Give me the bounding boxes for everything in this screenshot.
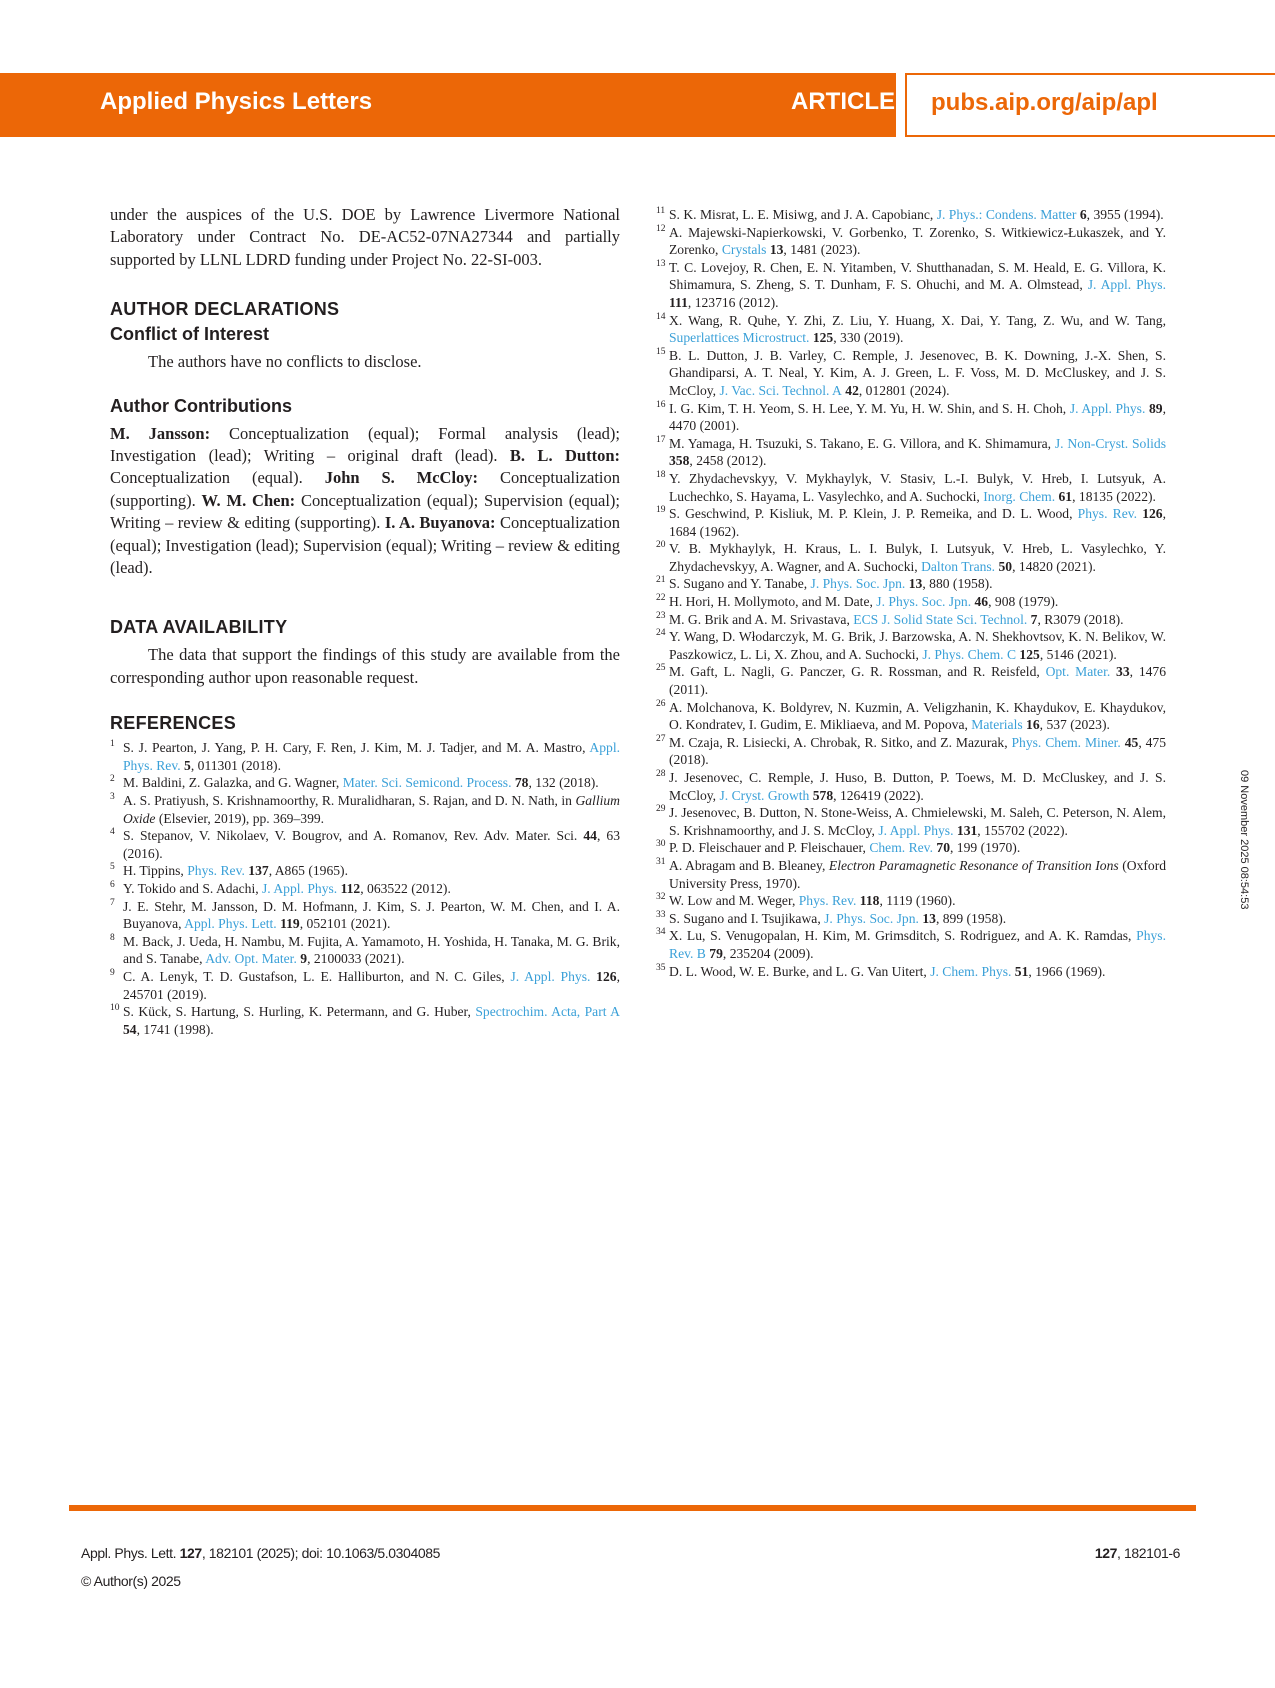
reference-text: X. Lu, S. Venugopalan, H. Kim, M. Grimsditch, S. Rodriguez, and A. K. Ramdas, [669, 928, 1137, 944]
reference-item: $^{21}$ S. Sugano and Y. Tanabe, J. Phys. Soc. Jpn. 13, 880 (1958). [656, 575, 993, 592]
reference-item: $^{28}$ J. Jesenovec, C. Remple, J. Huso, B. Dutton, P. Toews, M. D. McCluskey, and J. S. McCloy, J. Cryst. Growth 578, 126419 (2022). [656, 769, 1166, 803]
journal-link[interactable]: J. Vac. Sci. Technol. A [719, 382, 842, 398]
reference-text: W. Low and M. Weger, [669, 893, 799, 909]
journal-link[interactable]: Adv. Opt. Mater. [205, 951, 297, 967]
volume-number: 5 [180, 757, 191, 773]
volume-number: 578 [809, 787, 834, 803]
left-column [110, 204, 620, 1038]
reference-text: , 123716 (2012). [687, 294, 779, 310]
journal-link[interactable]: J. Phys.: Condens. Matter [936, 207, 1077, 222]
journal-link[interactable]: Phys. Rev. [798, 893, 857, 909]
reference-item: $^{11}$ S. K. Misrat, L. E. Misiwg, and J. A. Capobianc, J. Phys.: Condens. Matter 6, 3955 (1994). [656, 206, 1164, 222]
reference-text: , 5146 (2021). [1039, 646, 1117, 662]
volume-number: 7 [1027, 611, 1038, 627]
data-availability-heading: DATA AVAILABILITY [110, 617, 288, 638]
reference-item: $^{27}$ M. Czaja, R. Lisiecki, A. Chrobak, R. Sitko, and Z. Mazurak, Phys. Chem. Miner. 45, 475 (2018). [656, 733, 1166, 768]
volume-number: 126 [590, 969, 617, 984]
reference-text: S. Sugano and Y. Tanabe, [669, 576, 811, 592]
journal-link[interactable]: J. Non-Cryst. Solids [1054, 435, 1166, 451]
reference-text: D. L. Wood, W. E. Burke, and L. G. Van Uitert, [669, 963, 931, 979]
journal-url-link[interactable]: pubs.aip.org/aip/apl [931, 89, 1158, 116]
volume-number: 45 [1120, 734, 1139, 750]
reference-item: $^{22}$ H. Hori, H. Mollymoto, and M. Date, J. Phys. Soc. Jpn. 46, 908 (1979). [656, 593, 1059, 610]
journal-link[interactable]: J. Appl. Phys. [1069, 400, 1146, 416]
volume-number: 13 [905, 576, 923, 592]
reference-item: $^7$ J. E. Stehr, M. Jansson, D. M. Hofmann, J. Kim, S. J. Pearton, W. M. Chen, and I. A. Buyanova, Appl. Phys. Lett. 119, 052101 (2021). [110, 897, 620, 932]
reference-text: M. Czaja, R. Lisiecki, A. Chrobak, R. Sitko, and Z. Mazurak, [669, 734, 1012, 750]
volume-number: 137 [244, 863, 269, 879]
journal-link[interactable]: J. Cryst. Growth [719, 787, 810, 803]
reference-text: M. Yamaga, H. Tsuzuki, S. Takano, E. G. Villora, and K. Shimamura, [669, 435, 1055, 451]
contributor-name: B. L. Dutton: [509, 446, 620, 466]
reference-item: $^{29}$ J. Jesenovec, B. Dutton, N. Stone-Weiss, A. Chmielewski, M. Saleh, C. Peterson, N. Alem, S. Krishnamoorthy, and J. S. McCloy, J. Appl. Phys. 131, 155702 (2022). [656, 804, 1166, 838]
reference-text: , 1966 (1969). [1028, 963, 1106, 979]
reference-item: $^3$ A. S. Pratiyush, S. Krishnamoorthy, R. Muralidharan, S. Rajan, and D. N. Nath, in Gallium Oxide (Elsevier, 2019), pp. 369–399. [110, 792, 620, 826]
reference-text: B. L. Dutton, J. B. Varley, C. Remple, J. Jesenovec, B. K. Downing, J.-X. Shen, S. Ghandiparsi, A. T. Neal, Y. Kim, A. J. Green, L. F. Voss, M. D. McCluskey, and J. S. McCloy, [669, 347, 1166, 398]
journal-link[interactable]: Phys. Chem. Miner. [1011, 734, 1121, 750]
journal-link[interactable]: Dalton Trans. [921, 558, 996, 574]
journal-link[interactable]: ECS J. Solid State Sci. Technol. [853, 611, 1028, 627]
reference-item: $^{25}$ M. Gaft, L. Nagli, G. Panczer, G. R. Rossman, and R. Reisfeld, Opt. Mater. 33, 1476 (2011). [656, 663, 1167, 698]
reference-text: , 880 (1958). [922, 576, 993, 592]
conflict-of-interest-heading: Conflict of Interest [110, 324, 270, 345]
reference-text: , 899 (1958). [935, 910, 1007, 926]
contributor-name: W. M. Chen: [201, 490, 296, 510]
reference-text: , 235204 (2009). [722, 945, 814, 961]
footer-rule [69, 1505, 1196, 1511]
author-contributions-heading: Author Contributions [110, 395, 292, 416]
reference-item: $^{30}$ P. D. Fleischauer and P. Fleischauer, Chem. Rev. 70, 199 (1970). [656, 839, 1021, 856]
reference-item: $^{20}$ V. B. Mykhaylyk, H. Kraus, L. I. Bulyk, I. Lutsyuk, V. Hreb, L. Vasylechko, Y. Zhydachevskyy, A. Wagner, and A. Suchocki, Dalton Trans. 50, 14820 (2021). [656, 540, 1166, 574]
author-declarations-heading: AUTHOR DECLARATIONS [110, 299, 340, 320]
reference-text: , 2458 (2012). [689, 453, 767, 469]
reference-text: , 012801 (2024). [858, 382, 950, 398]
journal-link[interactable]: J. Chem. Phys. [930, 963, 1012, 979]
contribution-roles: Conceptualization (supporting). [110, 468, 621, 510]
contribution-roles: Conceptualization (equal). [110, 468, 325, 488]
reference-text: Y. Wang, D. Włodarczyk, M. G. Brik, J. Barzowska, A. N. Shekhovtsov, K. N. Belikov, W. Paszkowicz, L. Li, X. Zhou, and A. Suchocki, [669, 629, 1166, 662]
reference-item: $^{16}$ I. G. Kim, T. H. Yeom, S. H. Lee, Y. M. Yu, H. W. Shin, and S. H. Choh, J. Appl. Phys. 89, 4470 (2001). [656, 399, 1166, 434]
contributor-name: John S. McCloy: [324, 468, 479, 488]
contribution-roles: Conceptualization (equal); Formal analysis (lead); Investigation (lead); Writing – original draft (lead). [110, 423, 620, 466]
reference-text: , 126419 (2022). [833, 787, 924, 803]
reference-text: I. G. Kim, T. H. Yeom, S. H. Lee, Y. M. Yu, H. W. Shin, and S. H. Choh, [669, 400, 1070, 416]
volume-number: 50 [995, 558, 1013, 574]
reference-item: $^{31}$ A. Abragam and B. Bleaney, Electron Paramagnetic Resonance of Transition Ions (Oxford University Press, 1970). [656, 856, 1167, 891]
reference-text: C. A. Lenyk, T. D. Gustafson, L. E. Halliburton, and N. C. Giles, [123, 969, 511, 984]
reference-text: H. Tippins, [123, 863, 188, 879]
reference-text: X. Wang, R. Quhe, Y. Zhi, Z. Liu, Y. Huang, X. Dai, Y. Tang, Z. Wu, and W. Tang, [669, 312, 1166, 328]
reference-text: , 330 (2019). [833, 330, 904, 346]
volume-number: 42 [841, 382, 859, 398]
journal-link[interactable]: J. Appl. Phys. [262, 881, 338, 897]
reference-item: $^{35}$ D. L. Wood, W. E. Burke, and L. G. Van Uitert, J. Chem. Phys. 51, 1966 (1969). [656, 962, 1106, 979]
reference-text: , 1741 (1998). [136, 1021, 214, 1037]
volume-number: 126 [1137, 506, 1163, 522]
reference-text: , 1684 (1962). [669, 506, 1166, 539]
reference-text: Y. Tokido and S. Adachi, [123, 881, 263, 897]
volume-number: 9 [296, 951, 308, 967]
reference-item: $^{13}$ T. C. Lovejoy, R. Chen, E. N. Yitamben, V. Shutthanadan, S. M. Heald, E. G. Villora, K. Shimamura, S. Zheng, S. T. Dunham, F. S. Ohuchi, and M. A. Olmstead, J. Appl. Phys. 111, 123716 (2012). [656, 258, 1166, 310]
reference-text: H. Hori, H. Mollymoto, and M. Date, [669, 594, 877, 610]
journal-link[interactable]: Phys. Rev. [187, 863, 245, 879]
reference-text: J. Jesenovec, C. Remple, J. Huso, B. Dutton, P. Toews, M. D. McCluskey, and J. S. McCloy, [669, 770, 1166, 803]
volume-number: 54 [123, 1021, 137, 1037]
journal-link[interactable]: J. Appl. Phys. [510, 969, 591, 984]
volume-number: 131 [953, 822, 978, 838]
reference-item: $^2$ M. Baldini, Z. Galazka, and G. Wagner, Mater. Sci. Semicond. Process. 78, 132 (2018). [110, 774, 599, 791]
reference-item: $^5$ H. Tippins, Phys. Rev. 137, A865 (1965). [110, 862, 348, 879]
reference-list-right [656, 206, 1166, 980]
acknowledgment-text: under the auspices of the U.S. DOE by Lawrence Livermore National Laboratory under Contract No. DE-AC52-07NA27344 and partially supported by LLNL LDRD funding under Project No. 22-SI-003. [110, 205, 620, 269]
reference-text: T. C. Lovejoy, R. Chen, E. N. Yitamben, V. Shutthanadan, S. M. Heald, E. G. Villora, K. Shimamura, S. Zheng, S. T. Dunham, F. S. Ohuchi, and M. A. Olmstead, [669, 259, 1166, 293]
reference-text: S. J. Pearton, J. Yang, P. H. Cary, F. Ren, J. Kim, M. J. Tadjer, and M. A. Mastro, [123, 740, 590, 756]
volume-number: 78 [511, 775, 529, 791]
reference-text: M. G. Brik and A. M. Srivastava, [669, 611, 854, 627]
reference-text: , 908 (1979). [988, 594, 1059, 610]
reference-text: , 4470 (2001). [669, 400, 1166, 434]
journal-link[interactable]: J. Phys. Soc. Jpn. [824, 910, 919, 926]
volume-number: 119 [276, 916, 300, 932]
reference-text: , 2100033 (2021). [307, 951, 405, 967]
journal-link[interactable]: Phys. Rev. B [669, 928, 1166, 961]
reference-text: , 3955 (1994). [1086, 207, 1164, 222]
journal-link[interactable]: J. Phys. Soc. Jpn. [876, 594, 972, 610]
reference-text: J. E. Stehr, M. Jansson, D. M. Hofmann, J. Kim, S. J. Pearton, W. M. Chen, and I. A. Buyanova, [123, 898, 620, 932]
reference-item: $^{23}$ M. G. Brik and A. M. Srivastava, ECS J. Solid State Sci. Technol. 7, R3079 (2018). [656, 610, 1124, 627]
footer-copyright: © Author(s) 2025 [81, 1573, 181, 1589]
author-contributions-text [110, 423, 620, 580]
journal-link[interactable]: Materials [971, 717, 1023, 733]
reference-item: $^{15}$ B. L. Dutton, J. B. Varley, C. Remple, J. Jesenovec, B. K. Downing, J.-X. Shen, S. Ghandiparsi, A. T. Neal, Y. Kim, A. J. Green, L. F. Voss, M. D. McCluskey, and J. S. McCloy, J. Vac. Sci. Technol. A 42, 012801 (2024). [656, 346, 1166, 398]
reference-item: $^{12}$ A. Majewski-Napierkowski, V. Gorbenko, T. Zorenko, S. Witkiewicz-Łukaszek, and Y. Zorenko, Crystals 13, 1481 (2023). [656, 223, 1166, 258]
volume-number: 33 [1110, 664, 1130, 680]
reference-text: S. Sugano and I. Tsujikawa, [669, 910, 825, 926]
citation-volume: 127 [179, 1545, 202, 1561]
reference-item: $^{33}$ S. Sugano and I. Tsujikawa, J. Phys. Soc. Jpn. 13, 899 (1958). [656, 909, 1007, 926]
reference-text: S. Stepanov, V. Nikolaev, V. Bougrov, and A. Romanov, Rev. Adv. Mater. Sci. [123, 828, 584, 844]
journal-link[interactable]: J. Phys. Soc. Jpn. [810, 576, 906, 592]
page-number: , 182101-6 [1117, 1545, 1180, 1561]
journal-link[interactable]: J. Appl. Phys. [878, 822, 954, 838]
reference-item: $^{18}$ Y. Zhydachevskyy, V. Mykhaylyk, V. Stasiv, L.-I. Bulyk, V. Hreb, I. Lutsyuk, A. Luchechko, S. Hayama, L. Vasylechko, and A. Suchocki, Inorg. Chem. 61, 18135 (2022). [656, 469, 1166, 504]
reference-text: J. Jesenovec, B. Dutton, N. Stone-Weiss, A. Chmielewski, M. Saleh, C. Peterson, N. Alem, S. Krishnamoorthy, and J. S. McCloy, [669, 805, 1166, 838]
volume-number: 61 [1055, 488, 1073, 504]
reference-item: $^{17}$ M. Yamaga, H. Tsuzuki, S. Takano, E. G. Villora, and K. Shimamura, J. Non-Cryst. Solids 358, 2458 (2012). [656, 434, 1166, 469]
reference-text: , 1481 (2023). [783, 242, 861, 258]
reference-item: $^{34}$ X. Lu, S. Venugopalan, H. Kim, M. Grimsditch, S. Rodriguez, and A. K. Ramdas, Phys. Rev. B 79, 235204 (2009). [656, 927, 1166, 961]
reference-text: , 537 (2023). [1039, 717, 1110, 733]
reference-text: , 63 (2016). [123, 828, 620, 861]
reference-item: $^{19}$ S. Geschwind, P. Kisliuk, M. P. Klein, J. P. Remeika, and D. L. Wood, Phys. Rev. 126, 1684 (1962). [656, 505, 1166, 539]
journal-link[interactable]: Crystals [721, 242, 767, 258]
journal-link[interactable]: Chem. Rev. [869, 840, 933, 856]
reference-text: , 18135 (2022). [1072, 488, 1156, 504]
reference-text: (Elsevier, 2019), pp. 369–399. [155, 810, 325, 826]
contributor-name: I. A. Buyanova: [384, 513, 496, 533]
reference-text: (Oxford University Press, 1970). [669, 857, 1167, 891]
reference-item: $^{14}$ X. Wang, R. Quhe, Y. Zhi, Z. Liu, Y. Huang, X. Dai, Y. Tang, Z. Wu, and W. Tang, Superlattices Microstruct. 125, 330 (2019). [656, 311, 1166, 346]
journal-link[interactable]: J. Appl. Phys. [1087, 277, 1166, 293]
right-column [656, 206, 1166, 980]
reference-text: S. Geschwind, P. Kisliuk, M. P. Klein, J. P. Remeika, and D. L. Wood, [669, 506, 1078, 522]
reference-text: , 063522 (2012). [360, 881, 451, 897]
footer-citation [81, 1545, 440, 1561]
reference-text: A. Molchanova, K. Boldyrev, N. Kuzmin, A. Veligzhanin, K. Khaydukov, E. Khaydukov, O. Kondratev, I. Gudim, E. Mikliaeva, and M. Popova, [669, 699, 1166, 733]
contributor-name: M. Jansson: [110, 423, 211, 443]
references-heading: REFERENCES [110, 713, 237, 734]
volume-number: 13 [766, 242, 784, 258]
journal-link[interactable]: J. Phys. Chem. C [922, 646, 1017, 662]
reference-item: $^9$ C. A. Lenyk, T. D. Gustafson, L. E. Halliburton, and N. C. Giles, J. Appl. Phys. 126, 245701 (2019). [110, 968, 620, 1002]
volume-number: 70 [933, 840, 950, 856]
volume-number: 358 [669, 453, 690, 469]
volume-number: 112 [337, 881, 361, 897]
reference-item: $^{26}$ A. Molchanova, K. Boldyrev, N. Kuzmin, A. Veligzhanin, K. Khaydukov, E. Khaydukov, O. Kondratev, I. Gudim, E. Mikliaeva, and M. Popova, Materials 16, 537 (2023). [656, 698, 1166, 733]
contribution-roles: Conceptualization (equal); Investigation (lead); Supervision (equal); Writing – review & editing (lead). [110, 513, 620, 578]
footer-page-number [1095, 1545, 1180, 1561]
journal-link[interactable]: Phys. Rev. [1077, 506, 1138, 522]
page-volume: 127 [1094, 1545, 1118, 1561]
volume-number: 44 [583, 828, 597, 844]
journal-link[interactable]: Spectrochim. Acta, Part A [475, 1004, 620, 1020]
reference-text: , 052101 (2021). [299, 916, 391, 932]
book-title: Electron Paramagnetic Resonance of Transition Ions [828, 857, 1119, 873]
reference-text: S. Kück, S. Hartung, S. Hurling, K. Petermann, and G. Huber, [123, 1004, 476, 1020]
reference-text: , 475 (2018). [669, 734, 1166, 768]
conflict-text: The authors have no conflicts to disclose. [148, 352, 422, 372]
journal-link[interactable]: Mater. Sci. Semicond. Process. [342, 775, 512, 791]
volume-number: 111 [669, 294, 688, 310]
journal-link[interactable]: Inorg. Chem. [983, 488, 1056, 504]
journal-link[interactable]: Appl. Phys. Rev. [123, 740, 620, 773]
reference-text: , 155702 (2022). [977, 822, 1068, 838]
journal-link[interactable]: Superlattices Microstruct. [669, 330, 810, 346]
reference-text: , 132 (2018). [528, 775, 599, 791]
volume-number: 46 [971, 594, 989, 610]
reference-text: A. Abragam and B. Bleaney, [669, 857, 829, 873]
reference-item: $^{32}$ W. Low and M. Weger, Phys. Rev. 118, 1119 (1960). [656, 892, 956, 909]
reference-item: $^4$ S. Stepanov, V. Nikolaev, V. Bougrov, and A. Romanov, Rev. Adv. Mater. Sci. 44, 63 (2016). [110, 827, 620, 861]
volume-number: 51 [1011, 963, 1029, 979]
journal-link[interactable]: Appl. Phys. Lett. [184, 916, 277, 932]
reference-text: P. D. Fleischauer and P. Fleischauer, [669, 840, 870, 856]
reference-item: $^{24}$ Y. Wang, D. Włodarczyk, M. G. Brik, J. Barzowska, A. N. Shekhovtsov, K. N. Belikov, W. Paszkowicz, L. Li, X. Zhou, and A. Suchocki, J. Phys. Chem. C 125, 5146 (2021). [656, 628, 1166, 662]
reference-text: Y. Zhydachevskyy, V. Mykhaylyk, V. Stasiv, L.-I. Bulyk, V. Hreb, I. Lutsyuk, A. Luchechko, S. Hayama, L. Vasylechko, and A. Suchocki, [669, 470, 1166, 504]
volume-number: 118 [856, 893, 880, 909]
reference-text: A. Majewski-Napierkowski, V. Gorbenko, T. Zorenko, S. Witkiewicz-Łukaszek, and Y. Zorenko, [669, 224, 1166, 258]
reference-text: V. B. Mykhaylyk, H. Kraus, L. I. Bulyk, I. Lutsyuk, V. Hreb, L. Vasylechko, Y. Zhydachevskyy, A. Wagner, and A. Suchocki, [669, 541, 1166, 574]
journal-title: Applied Physics Letters [100, 88, 373, 115]
citation-prefix: Appl. Phys. Lett. [81, 1545, 180, 1561]
journal-url-box[interactable] [905, 73, 1275, 137]
data-availability-text: The data that support the findings of this study are available from the corresponding author upon reasonable request. [110, 645, 620, 687]
reference-text: S. K. Misrat, L. E. Misiwg, and J. A. Capobianc, [669, 207, 937, 222]
journal-link[interactable]: Opt. Mater. [1045, 664, 1111, 680]
download-timestamp-stamp: 09 November 2025 08:54:53 [1238, 770, 1250, 910]
reference-text: , 011301 (2018). [190, 757, 281, 773]
reference-text: M. Gaft, L. Nagli, G. Panczer, G. R. Rossman, and R. Reisfeld, [669, 664, 1046, 680]
reference-text: , A865 (1965). [268, 863, 348, 879]
reference-item: $^{10}$ S. Kück, S. Hartung, S. Hurling, K. Petermann, and G. Huber, Spectrochim. Acta, Part A 54, 1741 (1998). [110, 1003, 620, 1037]
volume-number: 125 [1016, 646, 1040, 662]
reference-text: , R3079 (2018). [1037, 611, 1124, 627]
reference-text: M. Back, J. Ueda, H. Nambu, M. Fujita, A. Yamamoto, H. Yoshida, H. Tanaka, M. G. Brik, and S. Tanabe, [123, 933, 620, 967]
reference-item: $^1$ S. J. Pearton, J. Yang, P. H. Cary, F. Ren, J. Kim, M. J. Tadjer, and M. A. Mastro, Appl. Phys. Rev. 5, 011301 (2018). [110, 739, 620, 773]
volume-number: 89 [1145, 400, 1163, 416]
book-title: Gallium Oxide [123, 793, 620, 826]
article-type-label: ARTICLE [791, 88, 895, 115]
reference-text: M. Baldini, Z. Galazka, and G. Wagner, [123, 775, 343, 791]
reference-list-left [110, 739, 620, 1038]
citation-doi: , 182101 (2025); doi: 10.1063/5.0304085 [201, 1545, 440, 1561]
volume-number: 79 [705, 945, 723, 961]
volume-number: 13 [918, 910, 936, 926]
volume-number: 6 [1076, 207, 1087, 222]
reference-text: , 14820 (2021). [1012, 558, 1096, 574]
reference-text: , 1476 (2011). [669, 664, 1167, 698]
reference-text: , 1119 (1960). [879, 893, 956, 909]
reference-text: , 245701 (2019). [123, 969, 620, 1002]
reference-item: $^6$ Y. Tokido and S. Adachi, J. Appl. Phys. 112, 063522 (2012). [110, 880, 451, 897]
reference-text: A. S. Pratiyush, S. Krishnamoorthy, R. Muralidharan, S. Rajan, and D. N. Nath, in [123, 793, 576, 809]
volume-number: 16 [1022, 717, 1040, 733]
volume-number: 125 [809, 330, 834, 346]
reference-text: , 199 (1970). [950, 840, 1021, 856]
contribution-roles: Conceptualization (equal); Supervision (equal); Writing – review & editing (supporting). [110, 490, 620, 533]
reference-item: $^8$ M. Back, J. Ueda, H. Nambu, M. Fujita, A. Yamamoto, H. Yoshida, H. Tanaka, M. G. Brik, and S. Tanabe, Adv. Opt. Mater. 9, 2100033 (2021). [110, 932, 620, 967]
